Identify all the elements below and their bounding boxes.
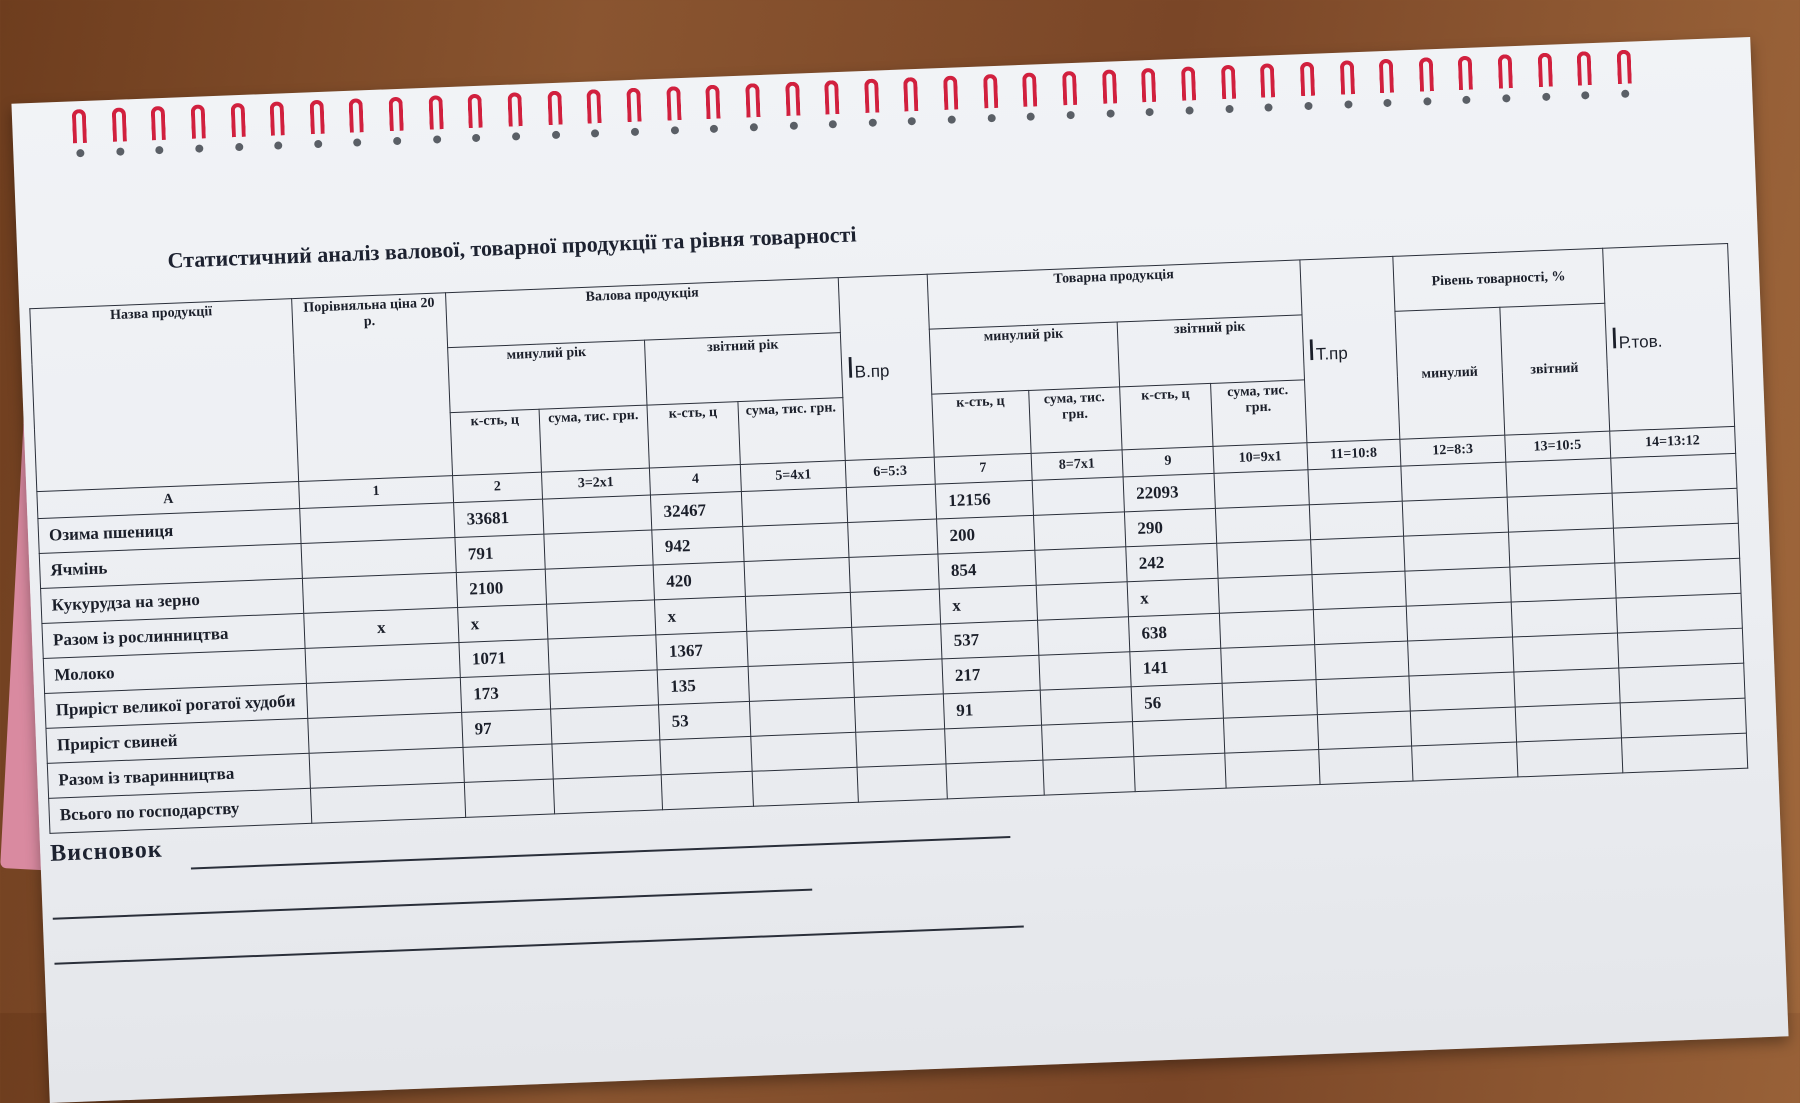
column-number: 7 [934, 453, 1032, 484]
spiral-coil [1577, 51, 1592, 86]
product-name-cell: Приріст свиней [46, 718, 309, 763]
spiral-coil [547, 91, 562, 126]
empty-cell [1033, 512, 1125, 550]
value-cell: 22093 [1123, 473, 1215, 511]
value-cell: 56 [1131, 683, 1223, 721]
spiral-coil [1260, 63, 1275, 98]
value-cell: 32467 [650, 492, 742, 530]
value-cell [308, 712, 463, 753]
value-cell [661, 771, 753, 809]
column-number: 12=8:3 [1400, 435, 1506, 466]
empty-cell [1620, 698, 1747, 738]
column-number: 5=4x1 [740, 461, 846, 492]
empty-cell [553, 775, 662, 814]
empty-cell [1041, 722, 1133, 760]
empty-cell [1316, 676, 1411, 715]
value-cell: x [1127, 578, 1219, 616]
header-comparable-price: Порівняльна ціна 20 р. [292, 293, 453, 482]
empty-cell [752, 767, 858, 806]
spiral-coil [270, 101, 285, 136]
empty-cell [1514, 668, 1620, 707]
empty-cell [1222, 680, 1317, 719]
spiral-binding [72, 50, 1632, 150]
empty-cell [1037, 617, 1129, 655]
spiral-coil [1617, 50, 1632, 85]
column-number: 10=9x1 [1213, 443, 1307, 474]
spiral-coil [1300, 62, 1315, 97]
empty-cell [1412, 742, 1518, 781]
value-cell [311, 782, 466, 823]
spiral-coil [468, 94, 483, 129]
spiral-coil [72, 109, 87, 144]
header-index-market [1299, 256, 1399, 442]
value-cell [946, 760, 1044, 799]
empty-cell [1221, 645, 1316, 684]
column-number: 11=10:8 [1306, 439, 1400, 470]
value-cell [302, 573, 457, 614]
product-name-cell: Всього по господарству [49, 788, 312, 833]
spiral-coil [1339, 60, 1354, 95]
empty-cell [550, 705, 659, 744]
empty-cell [1219, 610, 1314, 649]
product-name-cell: Молоко [43, 648, 306, 693]
empty-cell [751, 732, 857, 771]
value-cell: 537 [940, 620, 1038, 659]
spiral-coil [1062, 71, 1077, 106]
spiral-coil [904, 77, 919, 112]
empty-cell [1215, 505, 1310, 544]
value-cell: 135 [657, 666, 749, 704]
spiral-coil [1537, 53, 1552, 88]
header-sum: сума, тис. грн. [1211, 380, 1307, 447]
header-marketability-level: Рівень товарності, % [1393, 248, 1605, 311]
empty-cell [1318, 746, 1413, 785]
empty-cell [1403, 532, 1509, 571]
value-cell: 2100 [456, 569, 546, 607]
empty-cell [1223, 715, 1318, 754]
index-level-symbol: I [1609, 322, 1620, 356]
header-gross-curr-year: звітний рік [644, 333, 842, 405]
empty-cell [854, 694, 944, 732]
empty-cell [1512, 633, 1618, 672]
column-number: 4 [649, 465, 741, 495]
header-sum: сума, тис. грн. [1028, 387, 1122, 453]
empty-cell [849, 554, 939, 592]
empty-cell [1408, 637, 1514, 676]
spiral-coil [587, 89, 602, 124]
header-index-gross [838, 274, 934, 460]
spiral-coil [1418, 57, 1433, 92]
product-name-cell: Кукурудза на зерно [41, 578, 304, 623]
header-market-curr-year: звітний рік [1117, 315, 1304, 387]
product-name-cell: Озима пшениця [38, 508, 301, 553]
value-cell [1132, 718, 1224, 756]
spiral-coil [309, 100, 324, 135]
empty-cell [1032, 477, 1124, 515]
value-cell [1134, 753, 1226, 791]
product-name-cell: Ячмінь [39, 543, 302, 588]
column-number: 2 [452, 472, 542, 502]
empty-cell [1402, 497, 1508, 536]
spiral-coil [507, 92, 522, 127]
empty-cell [1035, 547, 1127, 585]
index-market-subscript: Т.пр [1315, 343, 1349, 364]
empty-cell [1406, 602, 1512, 641]
empty-cell [1405, 567, 1511, 606]
empty-cell [544, 530, 653, 569]
header-qty: к-сть, ц [450, 409, 541, 475]
column-number: 14=13:12 [1609, 426, 1735, 458]
header-gross-prev-year: минулий рік [448, 340, 647, 413]
spiral-coil [1102, 69, 1117, 104]
value-cell: 91 [943, 690, 1041, 729]
header-qty: к-сть, ц [932, 390, 1031, 457]
empty-cell [850, 589, 940, 627]
empty-cell [1616, 593, 1743, 633]
conclusion-line [191, 836, 1010, 869]
spiral-coil [626, 88, 641, 123]
conclusion-line [53, 889, 812, 920]
empty-cell [1225, 750, 1320, 789]
spiral-coil [1022, 72, 1037, 107]
column-number: 6=5:3 [845, 457, 935, 487]
spiral-coil [943, 75, 958, 110]
value-cell: 791 [455, 534, 545, 572]
spiral-coil [1498, 54, 1513, 89]
empty-cell [1409, 672, 1515, 711]
value-cell: 12156 [935, 480, 1033, 519]
spiral-coil [1141, 68, 1156, 103]
empty-cell [1510, 563, 1616, 602]
spiral-coil [864, 78, 879, 113]
empty-cell [1039, 652, 1131, 690]
value-cell: x [654, 596, 746, 634]
empty-cell [542, 495, 651, 534]
value-cell: 97 [462, 709, 552, 747]
empty-cell [853, 659, 943, 697]
empty-cell [750, 697, 856, 736]
value-cell [660, 736, 752, 774]
value-cell: 141 [1130, 648, 1222, 686]
header-sum: сума, тис. грн. [738, 398, 845, 465]
empty-cell [742, 488, 848, 527]
empty-cell [856, 729, 946, 767]
value-cell [464, 779, 554, 817]
value-cell: 638 [1128, 613, 1220, 651]
value-cell: 33681 [453, 499, 543, 537]
spiral-coil [824, 80, 839, 115]
empty-cell [1618, 663, 1745, 703]
header-product-name: Назва продукції [30, 299, 299, 492]
index-level-subscript: Р.тов. [1618, 331, 1663, 353]
spiral-coil [1379, 59, 1394, 94]
empty-cell [1410, 707, 1516, 746]
value-cell: 53 [658, 701, 750, 739]
value-cell: 942 [652, 527, 744, 565]
spiral-coil [349, 98, 364, 133]
spiral-coil [1220, 65, 1235, 100]
value-cell: 200 [936, 515, 1034, 554]
value-cell: 217 [942, 655, 1040, 694]
empty-cell [1317, 711, 1412, 750]
empty-cell [1309, 501, 1404, 540]
column-number: А [37, 482, 300, 519]
empty-cell [1516, 738, 1622, 777]
spiral-coil [230, 103, 245, 138]
column-number: 3=2x1 [541, 468, 650, 499]
spiral-coil [785, 82, 800, 117]
empty-cell [848, 519, 938, 557]
page-title: Статистичний аналіз валової, товарної продукції та рівня товарності [167, 221, 857, 273]
empty-cell [549, 670, 658, 709]
spiral-coil [983, 74, 998, 109]
empty-cell [746, 592, 852, 631]
value-cell [305, 642, 460, 683]
column-number: 9 [1122, 446, 1214, 476]
spiral-coil [1181, 66, 1196, 101]
header-gross-output: Валова продукція [445, 278, 840, 348]
empty-cell [857, 764, 947, 802]
empty-cell [1218, 575, 1313, 614]
spiral-coil [428, 95, 443, 130]
empty-cell [852, 624, 942, 662]
empty-cell [846, 484, 936, 522]
spiral-coil [1458, 56, 1473, 91]
index-gross-symbol: I [845, 351, 856, 385]
empty-cell [744, 557, 850, 596]
header-market-output: Товарна продукція [927, 260, 1301, 329]
empty-cell [1036, 582, 1128, 620]
analysis-table [29, 243, 1748, 834]
empty-cell [1612, 488, 1739, 528]
empty-cell [1307, 466, 1402, 505]
empty-cell [1311, 571, 1406, 610]
empty-cell [1043, 757, 1135, 795]
empty-cell [1621, 733, 1748, 773]
spiral-coil [111, 107, 126, 142]
empty-cell [1310, 536, 1405, 575]
empty-cell [1614, 558, 1741, 598]
spiral-coil [389, 97, 404, 132]
value-cell [945, 725, 1043, 764]
value-cell [301, 538, 456, 579]
value-cell: 854 [938, 550, 1036, 589]
header-market-prev-year: минулий рік [929, 322, 1119, 394]
empty-cell [552, 740, 661, 779]
conclusion-line [54, 926, 1023, 965]
empty-cell [1314, 641, 1409, 680]
spiral-coil [745, 83, 760, 118]
spiral-coil [666, 86, 681, 121]
header-level-curr: звітний [1500, 303, 1610, 435]
column-number: 13=10:5 [1505, 431, 1611, 462]
value-cell: 290 [1124, 508, 1216, 546]
value-cell [463, 744, 553, 782]
empty-cell [747, 627, 853, 666]
spiral-coil [191, 104, 206, 139]
conclusion-label: Висновок [49, 836, 164, 867]
empty-cell [1214, 470, 1309, 509]
empty-cell [546, 600, 655, 639]
empty-cell [1401, 462, 1507, 501]
header-level-prev: минулий [1395, 307, 1505, 439]
value-cell: 1367 [656, 631, 748, 669]
empty-cell [1617, 628, 1744, 668]
value-cell [309, 747, 464, 788]
empty-cell [1511, 598, 1617, 637]
empty-cell [1515, 703, 1621, 742]
empty-cell [1040, 687, 1132, 725]
header-index-level [1602, 243, 1734, 431]
empty-cell [1610, 453, 1737, 493]
value-cell [306, 677, 461, 718]
empty-cell [748, 662, 854, 701]
empty-cell [548, 635, 657, 674]
empty-cell [1508, 528, 1614, 567]
spiral-coil [705, 85, 720, 120]
empty-cell [545, 565, 654, 604]
header-qty: к-сть, ц [647, 402, 741, 468]
index-market-symbol: I [1306, 333, 1317, 368]
column-number: 1 [299, 476, 454, 509]
value-cell [300, 503, 455, 544]
empty-cell [1613, 523, 1740, 563]
value-cell: 173 [460, 674, 550, 712]
index-gross-subscript: В.пр [854, 361, 890, 382]
column-number: 8=7x1 [1031, 450, 1123, 480]
value-cell: x [457, 604, 547, 642]
empty-cell [1506, 458, 1612, 497]
header-qty: к-сть, ц [1120, 383, 1214, 449]
header-sum: сума, тис. грн. [539, 405, 650, 472]
empty-cell [1507, 493, 1613, 532]
spiral-coil [151, 106, 166, 141]
value-cell: 1071 [459, 639, 549, 677]
empty-cell [1313, 606, 1408, 645]
value-cell: x [304, 608, 459, 649]
empty-cell [1217, 540, 1312, 579]
product-name-cell: Разом із тваринництва [47, 753, 310, 798]
value-cell: 242 [1126, 543, 1218, 581]
product-name-cell: Приріст великої рогатої худоби [45, 683, 308, 728]
paper-sheet [11, 37, 1788, 1103]
product-name-cell: Разом із рослинництва [42, 613, 305, 658]
empty-cell [743, 522, 849, 561]
value-cell: 420 [653, 561, 745, 599]
value-cell: x [939, 585, 1037, 624]
